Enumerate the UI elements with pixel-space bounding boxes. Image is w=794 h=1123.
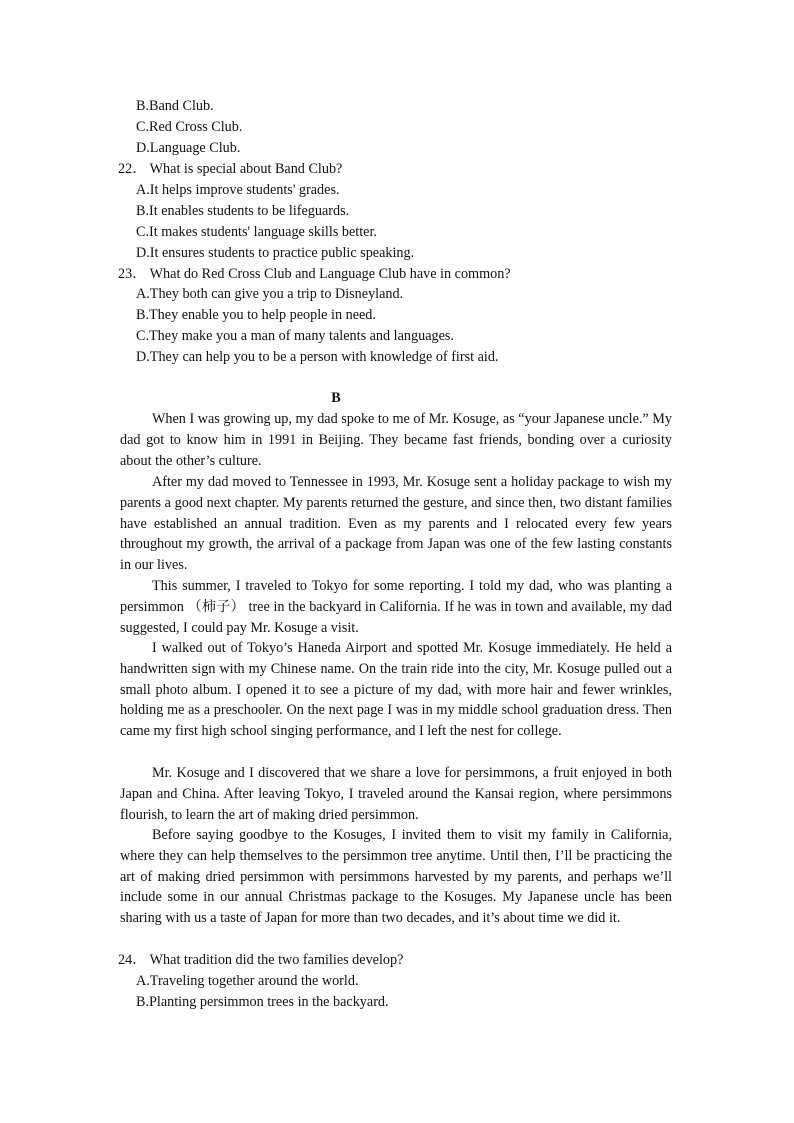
passage-b-paragraph-4: I walked out of Tokyo’s Haneda Airport and spotted Mr. Kosuge immediately. He held a handwritten sign with my Chinese name. On the train ride into the city, Mr. Kosuge pulled out a small photo album. I opened it to see a picture of my dad, with more hair and fewer wrinkles, holding me as a preschooler. On the next page I was in my middle school graduation dress. Then came my first high school singing performance, and I left the nest for college. — [120, 640, 672, 740]
passage-b-paragraph-5: Mr. Kosuge and I discovered that we share a love for persimmons, a fruit enjoyed in both Japan and China. After leaving Tokyo, I traveled around the Kansai region, where persimmons flourish, to learn the art of making dried persimmon. — [120, 765, 672, 823]
passage-b-title: B — [331, 390, 341, 406]
q23-option-b: B.They enable you to help people in need. — [136, 307, 376, 323]
passage-b-paragraph-6: Before saying goodbye to the Kosuges, I invited them to visit my family in California, where they can help themselves to the persimmon tree anytime. Until then, I’ll be practicing the art of making dried persimmon with persimmons harvested by my parents, and perhaps we’ll include some in our annual Christmas package to the Kosuges. My Japanese uncle has been sharing with us a taste of Japan for more than two decades, and it’s about time we did it. — [120, 827, 672, 927]
q22-option-b: B.It enables students to be lifeguards. — [136, 203, 350, 219]
q22-option-c: C.It makes students' language skills better. — [136, 224, 377, 240]
passage-b-paragraph-3: This summer, I traveled to Tokyo for some reporting. I told my dad, who was planting a persimmon （柿子） tree in the backyard in California. If he was in town and available, my dad suggested, I could pay Mr. Kosuge a visit. — [120, 578, 672, 636]
q21-option-b: B.Band Club. — [136, 98, 214, 114]
q23-option-d: D.They can help you to be a person with knowledge of first aid. — [136, 349, 499, 365]
passage-b-paragraph-2: After my dad moved to Tennessee in 1993, Mr. Kosuge sent a holiday package to wish my parents a good next chapter. My parents returned the gesture, and since then, two distant families have established an annual tradition. Even as my parents and I relocated every few years throughout my growth, the arrival of a package from Japan was one of the few lasting constants in our lives. — [120, 474, 672, 574]
q24-option-a: A.Traveling together around the world. — [136, 973, 359, 989]
q21-option-d: D.Language Club. — [136, 140, 241, 156]
q21-option-c: C.Red Cross Club. — [136, 119, 243, 135]
passage-b-paragraph-1: When I was growing up, my dad spoke to me of Mr. Kosuge, as “your Japanese uncle.” My dad got to know him in 1991 in Beijing. They became fast friends, bonding over a curiosity about the other’s culture. — [120, 411, 672, 469]
q24-stem: 24． What tradition did the two families develop? — [118, 952, 404, 968]
q22-option-d: D.It ensures students to practice public speaking. — [136, 245, 415, 261]
q22-option-a: A.It helps improve students' grades. — [136, 182, 340, 198]
q24-option-b: B.Planting persimmon trees in the backyard. — [136, 994, 389, 1010]
q23-option-c: C.They make you a man of many talents and languages. — [136, 328, 454, 344]
q23-option-a: A.They both can give you a trip to Disneyland. — [136, 286, 404, 302]
q22-stem: 22． What is special about Band Club? — [118, 161, 343, 177]
q23-stem: 23． What do Red Cross Club and Language Club have in common? — [118, 266, 511, 282]
